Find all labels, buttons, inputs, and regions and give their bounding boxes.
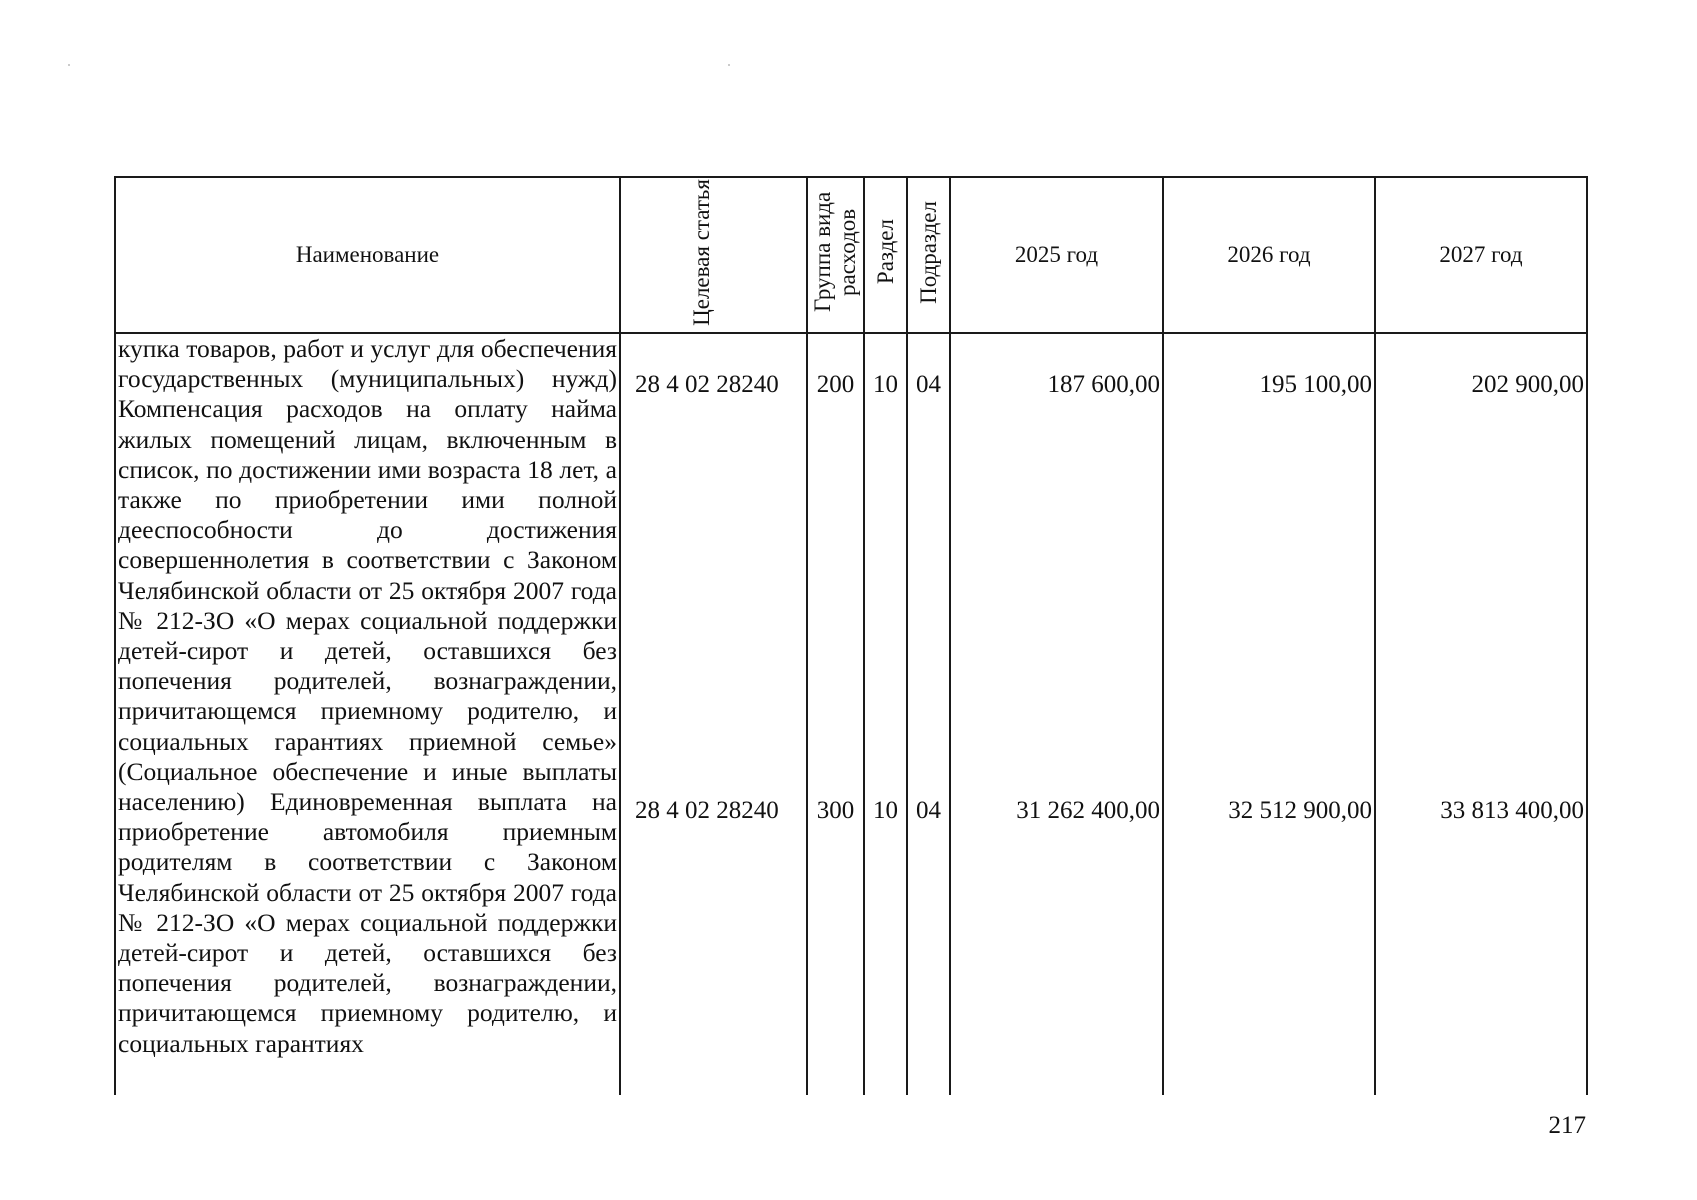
table-header-row: [115, 177, 1587, 333]
scan-speck: [68, 64, 70, 66]
header-subsection-label: Подраздел: [916, 200, 941, 304]
row1-expense-group: 200: [816, 371, 855, 398]
header-target-article-label: Целевая статья: [688, 178, 714, 326]
header-2025: 2025 год: [950, 177, 1163, 333]
budget-table: [114, 176, 1588, 1095]
header-target-article: [620, 177, 807, 333]
amount-2027-cell: [1375, 333, 1587, 1095]
header-section: [864, 177, 907, 333]
row2-section: 10: [873, 797, 898, 824]
target-article-cell: [620, 333, 807, 1095]
row1-amount-2025: 187 600,00: [1047, 371, 1160, 398]
header-expense-group: [807, 177, 864, 333]
row1-subsection: 04: [916, 371, 941, 398]
row2-subsection: 04: [916, 797, 941, 824]
header-2027: 2027 год: [1375, 177, 1587, 333]
row1-amount-2026: 195 100,00: [1259, 371, 1372, 398]
section-cell: [864, 333, 907, 1095]
row2-amount-2027: 33 813 400,00: [1440, 797, 1584, 824]
row2-expense-group: 300: [816, 797, 855, 824]
header-expense-group-label: Группа вида расходов: [809, 191, 860, 313]
row1-amount-2027: 202 900,00: [1471, 371, 1584, 398]
amount-2026-cell: [1163, 333, 1375, 1095]
table-body-row: [115, 333, 1587, 1095]
expense-description: купка товаров, работ и услуг для обеспечения государственных (муниципальных) нужд) Компенсация расходов на оплату найма жилых помещений лицам, включенным в список, по достижении ими возраста 18 лет, а также по приобретении ими полной дееспособности до достижения совершеннолетия в соответствии с Законом Челябинской области от 25 октября 2007 года № 212-ЗО «О мерах социальной поддержки детей-сирот и детей, оставшихся без попечения родителей, вознаграждении, причитающемся приемному родителю, и социальных гарантиях приемной семье» (Социальное обеспечение и иные выплаты населению) Единовременная выплата на приобретение автомобиля приемным родителям в соответствии с Законом Челябинской области от 25 октября 2007 года № 212-ЗО «О мерах социальной поддержки детей-сирот и детей, оставшихся без попечения родителей, вознаграждении, причитающемся приемному родителю, и социальных гарантиях: [118, 334, 617, 1058]
header-section-label: Раздел: [873, 219, 898, 285]
page-number: 217: [1548, 1112, 1586, 1139]
header-name: Наименование: [115, 177, 620, 333]
header-2026: 2026 год: [1163, 177, 1375, 333]
row1-target-article: 28 4 02 28240: [635, 371, 779, 398]
amount-2025-cell: [950, 333, 1163, 1095]
row2-amount-2026: 32 512 900,00: [1228, 797, 1372, 824]
name-cell: [115, 333, 620, 1095]
scan-speck: [728, 64, 730, 66]
expense-group-cell: [807, 333, 864, 1095]
row1-section: 10: [873, 371, 898, 398]
row2-target-article: 28 4 02 28240: [635, 797, 779, 824]
subsection-cell: [907, 333, 950, 1095]
row2-amount-2025: 31 262 400,00: [1016, 797, 1160, 824]
header-subsection: [907, 177, 950, 333]
